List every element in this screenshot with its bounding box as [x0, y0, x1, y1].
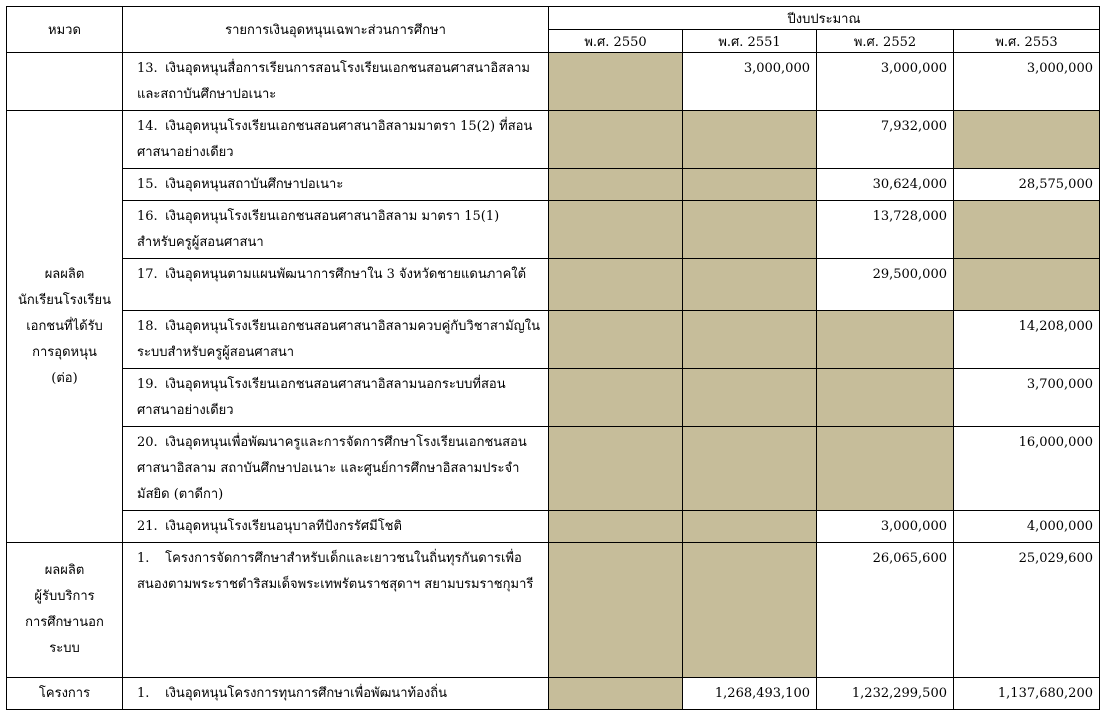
budget-value-2553: 28,575,000 [954, 169, 1100, 201]
budget-value-2551 [683, 311, 817, 369]
budget-value-2553 [954, 111, 1100, 169]
budget-value-2553: 1,137,680,200 [954, 678, 1100, 710]
category-cell: ผลผลิต นักเรียนโรงเรียน เอกชนที่ได้รับ การอุดหนุน (ต่อ) [7, 111, 123, 543]
item-number: 13. [137, 61, 158, 76]
table-row [7, 53, 1100, 111]
item-number: 21. [137, 519, 158, 534]
budget-value-2550 [549, 369, 683, 427]
budget-value-2550 [549, 169, 683, 201]
table-row [7, 201, 1100, 259]
item-number: 15. [137, 177, 158, 192]
budget-value-2552: 3,000,000 [817, 53, 954, 111]
budget-value-2553: 3,000,000 [954, 53, 1100, 111]
budget-value-2551 [683, 511, 817, 543]
budget-value-2551 [683, 111, 817, 169]
budget-value-2553: 3,700,000 [954, 369, 1100, 427]
item-description-cell [123, 543, 549, 678]
category-cell-blank [7, 53, 123, 111]
budget-value-2550 [549, 511, 683, 543]
item-description: เงินอุดหนุนโรงเรียนเอกชนสอนศาสนาอิสลามควบคู่กับวิชาสามัญในระบบสำหรับครูผู้สอนศาสนา [137, 319, 540, 360]
budget-value-2550 [549, 259, 683, 311]
item-description: เงินอุดหนุนโครงการทุนการศึกษาเพื่อพัฒนาท้องถิ่น [165, 686, 447, 701]
category-cell: ผลผลิต ผู้รับบริการ การศึกษานอก ระบบ [7, 543, 123, 678]
item-description: เงินอุดหนุนโรงเรียนเอกชนสอนศาสนาอิสลามนอกระบบที่สอนศาสนาอย่างเดียว [137, 377, 506, 418]
item-description-cell [123, 369, 549, 427]
budget-value-2551 [683, 543, 817, 678]
budget-value-2552: 29,500,000 [817, 259, 954, 311]
budget-value-2552 [817, 427, 954, 511]
item-description: เงินอุดหนุนสถาบันศึกษาปอเนาะ [165, 177, 344, 192]
budget-value-2550 [549, 427, 683, 511]
item-description: เงินอุดหนุนสื่อการเรียนการสอนโรงเรียนเอกชนสอนศาสนาอิสลามและสถาบันศึกษาปอเนาะ [137, 61, 530, 102]
budget-value-2551 [683, 369, 817, 427]
item-description: เงินอุดหนุนโรงเรียนเอกชนสอนศาสนาอิสลาม มาตรา 15(1) สำหรับครูผู้สอนศาสนา [137, 209, 500, 250]
budget-value-2551 [683, 259, 817, 311]
table-row [7, 259, 1100, 311]
item-number: 18. [137, 319, 158, 334]
item-description: โครงการจัดการศึกษาสำหรับเด็กและเยาวชนในถิ่นทุรกันดารเพื่อสนองตามพระราชดำริสมเด็จพระเทพรัตนราชสุดาฯ สยามบรมราชกุมารี [137, 551, 534, 592]
item-description-cell [123, 111, 549, 169]
budget-value-2550 [549, 543, 683, 678]
item-description-cell [123, 259, 549, 311]
header-year-2550: พ.ศ. 2550 [549, 30, 683, 53]
item-description: เงินอุดหนุนโรงเรียนเอกชนสอนศาสนาอิสลามมาตรา 15(2) ที่สอนศาสนาอย่างเดียว [137, 119, 533, 160]
item-number: 1. [137, 551, 150, 566]
budget-value-2553: 16,000,000 [954, 427, 1100, 511]
table-row [7, 111, 1100, 169]
header-budget-year: ปีงบประมาณ [549, 7, 1100, 30]
budget-value-2551 [683, 427, 817, 511]
budget-value-2551: 1,268,493,100 [683, 678, 817, 710]
table-row [7, 169, 1100, 201]
budget-value-2551: 3,000,000 [683, 53, 817, 111]
budget-value-2552: 1,232,299,500 [817, 678, 954, 710]
table-row [7, 427, 1100, 511]
item-description-cell [123, 427, 549, 511]
item-number: 19. [137, 377, 158, 392]
item-description: เงินอุดหนุนเพื่อพัฒนาครูและการจัดการศึกษาโรงเรียนเอกชนสอนศาสนาอิสลาม สถาบันศึกษาปอเนาะ และศูนย์การศึกษาอิสลามประจำมัสยิด (ตาดีกา) [137, 435, 527, 502]
budget-value-2552: 26,065,600 [817, 543, 954, 678]
item-number: 14. [137, 119, 158, 134]
item-number: 17. [137, 267, 158, 282]
budget-value-2552: 3,000,000 [817, 511, 954, 543]
budget-value-2553 [954, 201, 1100, 259]
budget-value-2552: 7,932,000 [817, 111, 954, 169]
header-year-2553: พ.ศ. 2553 [954, 30, 1100, 53]
table-row [7, 678, 1100, 710]
table-row [7, 311, 1100, 369]
budget-value-2550 [549, 53, 683, 111]
budget-value-2552: 13,728,000 [817, 201, 954, 259]
table-row [7, 543, 1100, 678]
budget-value-2553: 4,000,000 [954, 511, 1100, 543]
budget-value-2552: 30,624,000 [817, 169, 954, 201]
budget-value-2550 [549, 311, 683, 369]
header-year-2552: พ.ศ. 2552 [817, 30, 954, 53]
budget-value-2552 [817, 311, 954, 369]
category-cell: โครงการ [7, 678, 123, 710]
table-row [7, 511, 1100, 543]
budget-value-2553 [954, 259, 1100, 311]
budget-value-2551 [683, 201, 817, 259]
budget-value-2550 [549, 678, 683, 710]
item-description-cell [123, 201, 549, 259]
item-description-cell [123, 511, 549, 543]
budget-table-body [7, 53, 1100, 710]
item-number: 1. [137, 686, 150, 701]
budget-table [6, 6, 1100, 710]
header-category: หมวด [7, 7, 123, 53]
header-year-2551: พ.ศ. 2551 [683, 30, 817, 53]
item-description-cell [123, 53, 549, 111]
budget-value-2552 [817, 369, 954, 427]
item-number: 16. [137, 209, 158, 224]
item-description-cell [123, 678, 549, 710]
header-item-list: รายการเงินอุดหนุนเฉพาะส่วนการศึกษา [123, 7, 549, 53]
item-number: 20. [137, 435, 158, 450]
budget-value-2550 [549, 201, 683, 259]
item-description: เงินอุดหนุนโรงเรียนอนุบาลทีปังกรรัศมีโชติ [165, 519, 402, 534]
budget-value-2553: 14,208,000 [954, 311, 1100, 369]
item-description-cell [123, 311, 549, 369]
table-row [7, 369, 1100, 427]
budget-value-2553: 25,029,600 [954, 543, 1100, 678]
budget-value-2551 [683, 169, 817, 201]
budget-value-2550 [549, 111, 683, 169]
item-description: เงินอุดหนุนตามแผนพัฒนาการศึกษาใน 3 จังหวัดชายแดนภาคใต้ [165, 267, 527, 282]
item-description-cell [123, 169, 549, 201]
